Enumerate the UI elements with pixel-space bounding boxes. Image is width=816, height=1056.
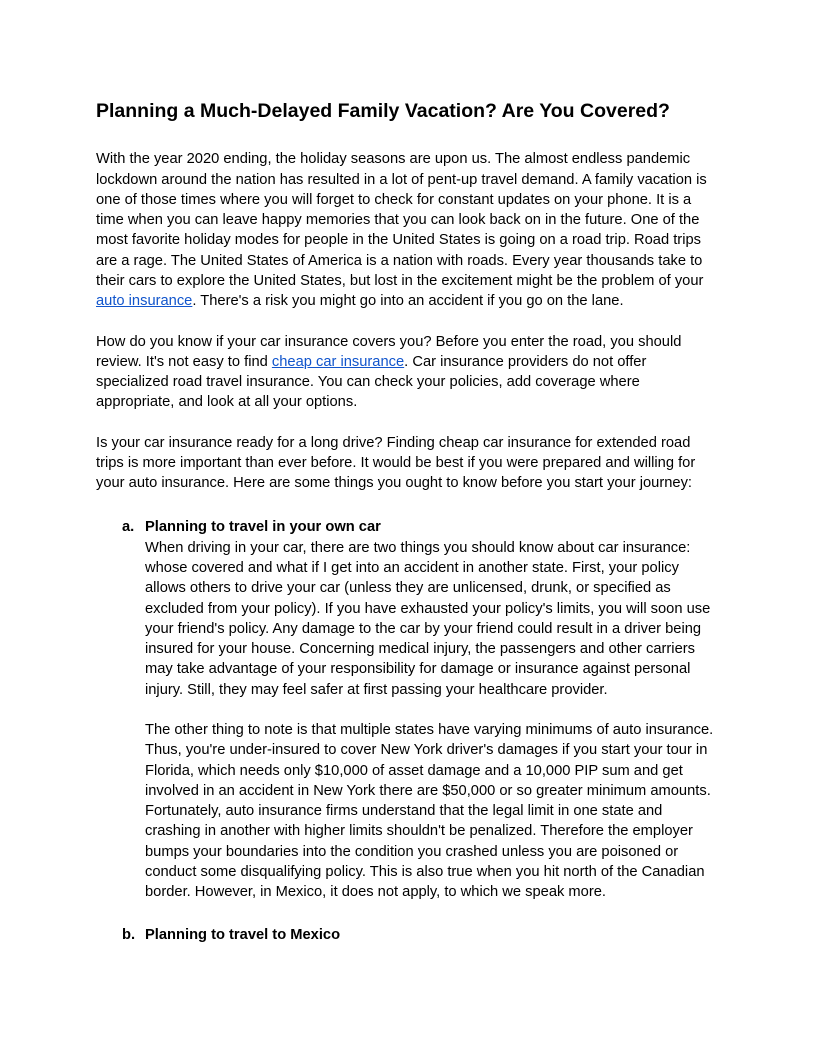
list-item-body: [145, 538, 720, 903]
paragraph-text: . Car insurance providers do not offer specialized road travel insurance. You can check your policies, add coverage where appropriate, and look at all your options.: [96, 353, 647, 411]
list-item-title: Planning to travel in your own car: [145, 519, 381, 536]
auto-insurance-link[interactable]: auto insurance: [96, 293, 193, 310]
list-item-paragraph: The other thing to note is that multiple states have varying minimums of auto insurance. Thus, you're under-insured to cover New York driver's damages if you start your tour in Florida, which needs only $10,000 of asset damage and a 10,000 PIP sum and get involved in an accident in New York there are $50,000 or so greater minimum amounts. Fortunately, auto insurance firms understand that the legal limit in one state and crashing in another with higher limits shouldn't be penalized. Therefore the employer bumps your boundaries into the condition you crashed unless you are poisoned or conduct some disqualifying policy. This is also true when you hit north of the Canadian border. However, in Mexico, it does not apply, to which we speak more.: [145, 722, 714, 901]
intro-paragraph-2: [96, 332, 720, 413]
paragraph-text: . There's a risk you might go into an accident if you go on the lane.: [192, 293, 624, 310]
paragraph-text: With the year 2020 ending, the holiday seasons are upon us. The almost endless pandemic lockdown around the nation has resulted in a lot of pent-up travel demand. A family vacation is one of those times where you will forget to check for constant updates on your phone. It is a time when you can leave happy memories that you can look back on in the future. One of the most favorite holiday modes for people in the United States is going on a road trip. Road trips are a rage. The United States of America is a nation with roads. Every year thousands take to their cars to explore the United States, but lost in the excitement might be the problem of your: [96, 151, 707, 289]
list-item-own-car: [122, 517, 720, 902]
list-marker: a.: [122, 519, 135, 536]
paragraph-text: How do you know if your car insurance covers you? Before you enter the road, you should review. It's not easy to find: [96, 333, 682, 370]
page-title: Planning a Much-Delayed Family Vacation? Are You Covered?: [96, 100, 670, 122]
list-marker: b.: [122, 926, 136, 943]
list-item-mexico: [122, 925, 720, 945]
intro-paragraph-1: [96, 149, 720, 311]
cheap-car-insurance-link[interactable]: cheap car insurance: [271, 353, 405, 370]
intro-paragraph-3: [96, 433, 720, 494]
paragraph-text: Is your car insurance ready for a long drive? Finding cheap car insurance for extended road trips is more important than ever before. It would be best if you were prepared and willing for your auto insurance. Here are some things you ought to know before you start your journey:: [96, 434, 696, 492]
list-item-paragraph: When driving in your car, there are two things you should know about car insurance: whose covered and what if I get into an accident in another state. First, your policy allows others to drive your car (unless they are unlicensed, drunk, or specified as excluded from your policy). If you have exhausted your policy's limits, you will soon use your friend's policy. Any damage to the car by your friend could result in a driver being insured for your house. Concerning medical injury, the passengers and other carriers may take advantage of your responsibility for damage or insurance against personal injury. Still, they may feel safer at first passing your healthcare provider.: [145, 539, 711, 698]
list-item-title: Planning to travel to Mexico: [145, 926, 341, 943]
tips-list: [96, 517, 720, 944]
